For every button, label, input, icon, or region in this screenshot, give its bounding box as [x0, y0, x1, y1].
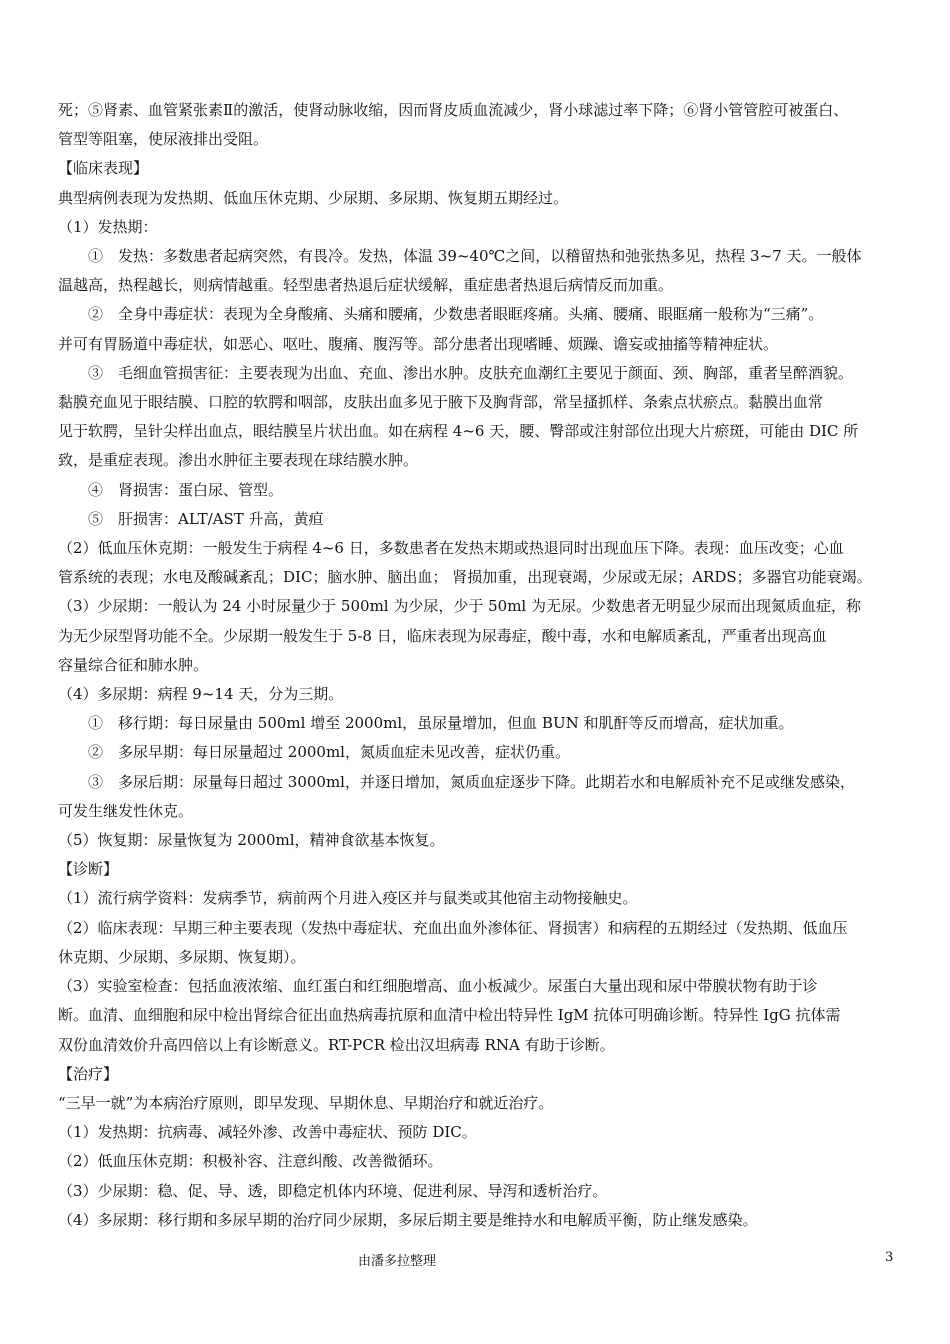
paragraph-line: （3）少尿期：一般认为 24 小时尿量少于 500ml 为少尿，少于 50ml 为无尿。少数患者无明显少尿而出现氮质血症，称 [58, 597, 862, 616]
section-heading: 【治疗】 [58, 1064, 119, 1083]
paragraph-line: 管系统的表现；水电及酸碱紊乱；DIC；脑水肿、脑出血； 肾损加重，出现衰竭，少尿或无尿；ARDS；多器官功能衰竭。 [58, 568, 872, 587]
paragraph-line: （2）临床表现：早期三种主要表现（发热中毒症状、充血出血外渗体征、肾损害）和病程的五期经过（发热期、低血压 [58, 918, 848, 937]
paragraph-line: （1）流行病学资料：发病季节，病前两个月进入疫区并与鼠类或其他宿主动物接触史。 [58, 889, 638, 908]
list-item: ② 全身中毒症状：表现为全身酸痛、头痛和腰痛，少数患者眼眶疼痛。头痛、腰痛、眼眶痛一般称为“三痛”。 [88, 305, 824, 324]
paragraph-line: （3）实验室检查：包括血液浓缩、血红蛋白和红细胞增高、血小板减少。尿蛋白大量出现和尿中带膜状物有助于诊 [58, 977, 818, 996]
section-heading: 【诊断】 [58, 860, 119, 879]
paragraph-line: （2）低血压休克期：积极补容、注意纠酸、改善微循环。 [58, 1152, 443, 1171]
page-number: 3 [885, 1250, 894, 1265]
paragraph-line: 死；⑤肾素、血管紧张素Ⅱ的激活，使肾动脉收缩，因而肾皮质血流减少，肾小球滤过率下降；⑥肾小管管腔可被蛋白、 [58, 101, 849, 119]
list-item: ① 发热：多数患者起病突然，有畏冷。发热，体温 39~40℃之间，以稽留热和弛张热多见，热程 3~7 天。一般体 [88, 247, 862, 266]
paragraph-line: （4）多尿期：病程 9~14 天，分为三期。 [58, 685, 344, 704]
paragraph-line: 可发生继发性休克。 [58, 801, 194, 820]
paragraph-line: （4）多尿期：移行期和多尿早期的治疗同少尿期，多尿后期主要是维持水和电解质平衡，防止继发感染。 [58, 1210, 758, 1229]
list-item: ⑤ 肝损害：ALT/AST 升高，黄疸 [88, 509, 324, 528]
list-item: ① 移行期：每日尿量由 500ml 增至 2000ml，虽尿量增加，但血 BUN 和肌酐等反而增高，症状加重。 [88, 714, 794, 733]
paragraph-line: 容量综合征和肺水肿。 [58, 655, 209, 674]
paragraph-line: （1）发热期：抗病毒、减轻外渗、改善中毒症状、预防 DIC。 [58, 1123, 477, 1142]
section-heading: 【临床表现】 [58, 159, 149, 178]
paragraph-line: “三早一就”为本病治疗原则，即早发现、早期休息、早期治疗和就近治疗。 [58, 1093, 554, 1112]
paragraph-line: 温越高，热程越长，则病情越重。轻型患者热退后症状缓解，重症患者热退后病情反而加重。 [58, 276, 674, 295]
paragraph-line: 双份血清效价升高四倍以上有诊断意义。RT-PCR 检出汉坦病毒 RNA 有助于诊断。 [58, 1035, 615, 1054]
paragraph-line: （2）低血压休克期：一般发生于病程 4~6 日，多数患者在发热末期或热退同时出现血压下降。表现：血压改变；心血 [58, 539, 844, 558]
subsection-heading: （1）发热期： [58, 217, 158, 236]
paragraph-line: 断。血清、血细胞和尿中检出肾综合征出血热病毒抗原和血清中检出特异性 IgM 抗体可明确诊断。特异性 IgG 抗体需 [58, 1006, 841, 1025]
paragraph-line: 致，是重症表现。渗出水肿征主要表现在球结膜水肿。 [58, 451, 419, 470]
paragraph-line: （5）恢复期：尿量恢复为 2000ml，精神食欲基本恢复。 [58, 831, 445, 850]
document-body [58, 96, 896, 1235]
paragraph-line: 黏膜充血见于眼结膜、口腔的软腭和咽部，皮肤出血多见于腋下及胸背部，常呈搔抓样、条索点状瘀点。黏膜出血常 [58, 393, 824, 412]
paragraph-line: 见于软腭，呈针尖样出血点，眼结膜呈片状出血。如在病程 4~6 天，腰、臀部或注射部位出现大片瘀斑，可能由 DIC 所 [58, 422, 859, 441]
list-item: ② 多尿早期：每日尿量超过 2000ml，氮质血症未见改善，症状仍重。 [88, 743, 570, 762]
list-item: ③ 多尿后期：尿量每日超过 3000ml，并逐日增加，氮质血症逐步下降。此期若水和电解质补充不足或继发感染， [88, 772, 855, 791]
list-item: ④ 肾损害：蛋白尿、管型。 [88, 480, 284, 499]
paragraph-line: 休克期、少尿期、多尿期、恢复期）。 [58, 947, 306, 966]
footer-text: 由潘多拉整理 [358, 1254, 437, 1269]
list-item: ③ 毛细血管损害征：主要表现为出血、充血、渗出水肿。皮肤充血潮红主要见于颜面、颈、胸部，重者呈醉酒貌。 [88, 363, 854, 382]
paragraph-line: 为无少尿型肾功能不全。少尿期一般发生于 5-8 日，临床表现为尿毒症，酸中毒，水和电解质紊乱，严重者出现高血 [58, 626, 827, 645]
paragraph-line: 典型病例表现为发热期、低血压休克期、少尿期、多尿期、恢复期五期经过。 [58, 188, 569, 207]
paragraph-line: 管型等阻塞，使尿液排出受阻。 [58, 130, 269, 149]
paragraph-line: 并可有胃肠道中毒症状，如恶心、呕吐、腹痛、腹泻等。部分患者出现嗜睡、烦躁、谵妄或抽搐等精神症状。 [58, 334, 779, 353]
paragraph-line: （3）少尿期：稳、促、导、透，即稳定机体内环境、促进利尿、导泻和透析治疗。 [58, 1181, 608, 1200]
